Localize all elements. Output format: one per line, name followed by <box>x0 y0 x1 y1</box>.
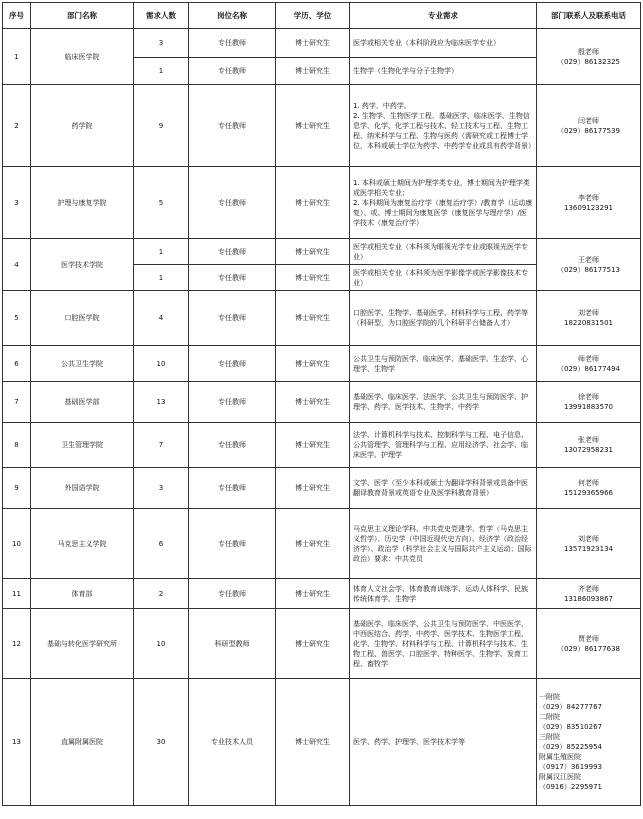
table-row <box>3 382 641 423</box>
row-contact <box>537 239 641 291</box>
row-position: 专任教师 <box>189 468 276 509</box>
contact-phone: （029）85225954 <box>539 743 602 751</box>
row-contact <box>537 609 641 679</box>
contact-hospital: 二附院 <box>539 713 560 721</box>
row-dept: 口腔医学院 <box>31 291 134 346</box>
row-contact <box>537 423 641 468</box>
contact-phone: （029）83510267 <box>539 723 602 731</box>
row-requirement: 马克思主义理论学科、中共党史党建学、哲学（马克思主义哲学）、历史学（中国近现代史方向）、经济学（政治经济学）、政治学（科学社会主义与国际共产主义运动；国际政治）要求：中共党员 <box>350 509 537 579</box>
row-requirement: 公共卫生与预防医学、临床医学、基础医学、生态学、心理学、生物学 <box>350 346 537 382</box>
row-position: 专任教师 <box>189 167 276 239</box>
row-dept: 基础与转化医学研究所 <box>31 609 134 679</box>
row-dept: 马克思主义学院 <box>31 509 134 579</box>
row-count: 9 <box>134 85 189 167</box>
contact-phone: （029）86177638 <box>557 644 620 653</box>
row-requirement: 基础医学、临床医学、公共卫生与预防医学、中医医学、中西医结合、药学、中药学、医学技术、生物医学工程、化学、生物学、材料科学与工程、计算机科学与技术、生物工程、兽医学、口腔医学、特种医学、生物学、发育工程、畜牧学 <box>350 609 537 679</box>
row-requirement: 法学、计算机科学与技术、控制科学与工程、电子信息、公共管理学、管理科学与工程、应用经济学、社会学、临床医学、护理学 <box>350 423 537 468</box>
header-position: 岗位名称 <box>189 3 276 29</box>
row-no: 3 <box>3 167 31 239</box>
row-position: 专任教师 <box>189 346 276 382</box>
row-requirement: 医学、药学、护理学、医学技术学等 <box>350 679 537 806</box>
row-count: 6 <box>134 509 189 579</box>
row-count: 10 <box>134 346 189 382</box>
row-requirement: 基础医学、临床医学、法医学、公共卫生与预防医学、护理学、药学、医学技术、生物学、中药学 <box>350 382 537 423</box>
row-count: 30 <box>134 679 189 806</box>
contact-phone: 18220831501 <box>564 319 613 327</box>
row-degree: 博士研究生 <box>276 346 350 382</box>
row-requirement: 文学、医学（至少本科或硕士为翻译学科背景或具备中医翻译教育背景或英语专业及医学科教育背景） <box>350 468 537 509</box>
recruitment-table <box>2 2 641 806</box>
contact-hospital: 附属生殖医院 <box>539 753 581 761</box>
row-position: 专任教师 <box>189 239 276 265</box>
row-contact <box>537 29 641 85</box>
row-requirement: 体育人文社会学、体育教育训练学、运动人体科学、民族传统体育学、生物学 <box>350 579 537 609</box>
row-degree: 博士研究生 <box>276 468 350 509</box>
contact-name: 闫老师 <box>578 116 599 125</box>
row-dept: 体育部 <box>31 579 134 609</box>
row-position: 专任教师 <box>189 29 276 58</box>
row-degree: 博士研究生 <box>276 85 350 167</box>
row-requirement: 医学或相关专业（本科阶段应为临床医学专业） <box>350 29 537 58</box>
contact-hospital: 附属汉江医院 <box>539 773 581 781</box>
row-no: 2 <box>3 85 31 167</box>
row-no: 9 <box>3 468 31 509</box>
row-degree: 博士研究生 <box>276 609 350 679</box>
row-dept: 基础医学部 <box>31 382 134 423</box>
row-position: 科研型教师 <box>189 609 276 679</box>
row-count: 4 <box>134 291 189 346</box>
header-no: 序号 <box>3 3 31 29</box>
table-row <box>3 423 641 468</box>
row-no: 1 <box>3 29 31 85</box>
row-no: 7 <box>3 382 31 423</box>
row-count: 7 <box>134 423 189 468</box>
row-dept: 医学技术学院 <box>31 239 134 291</box>
row-no: 6 <box>3 346 31 382</box>
contact-phone: （029）86177513 <box>557 265 620 274</box>
row-contact <box>537 509 641 579</box>
row-no: 11 <box>3 579 31 609</box>
header-requirement: 专业需求 <box>350 3 537 29</box>
row-position: 专任教师 <box>189 291 276 346</box>
table-row <box>3 29 641 58</box>
row-dept: 公共卫生学院 <box>31 346 134 382</box>
contact-phone: 13186093867 <box>564 594 613 603</box>
header-count: 需求人数 <box>134 3 189 29</box>
row-position: 专任教师 <box>189 85 276 167</box>
table-row <box>3 291 641 346</box>
contact-phone: （0917）3619993 <box>539 763 602 771</box>
row-degree: 博士研究生 <box>276 291 350 346</box>
row-degree: 博士研究生 <box>276 579 350 609</box>
row-degree: 博士研究生 <box>276 423 350 468</box>
row-no: 12 <box>3 609 31 679</box>
row-dept: 卫生管理学院 <box>31 423 134 468</box>
table-row <box>3 239 641 265</box>
row-no: 5 <box>3 291 31 346</box>
contact-phone: 13609123291 <box>564 203 613 212</box>
contact-hospital: 一附院 <box>539 693 560 701</box>
table-row <box>3 468 641 509</box>
row-count: 13 <box>134 382 189 423</box>
row-dept: 临床医学院 <box>31 29 134 85</box>
row-count: 1 <box>134 265 189 291</box>
table-row <box>3 85 641 167</box>
contact-phone: （0916）2295971 <box>539 783 602 791</box>
contact-phone: 13571923134 <box>564 544 613 553</box>
row-position: 专任教师 <box>189 579 276 609</box>
row-contact <box>537 468 641 509</box>
row-degree: 博士研究生 <box>276 239 350 265</box>
row-degree: 博士研究生 <box>276 29 350 58</box>
contact-phone: 13991883570 <box>564 403 613 411</box>
row-contact <box>537 167 641 239</box>
row-contact <box>537 291 641 346</box>
contact-name: 刘老师 <box>578 534 599 543</box>
contact-phone: 15129365966 <box>564 489 613 497</box>
row-requirement: 口腔医学、生物学、基础医学、材料科学与工程、药学等（科研型，为口腔医学院的几个科研平台储备人才） <box>350 291 537 346</box>
table-row <box>3 609 641 679</box>
row-contact <box>537 382 641 423</box>
row-position: 专任教师 <box>189 423 276 468</box>
row-position: 专任教师 <box>189 509 276 579</box>
row-count: 5 <box>134 167 189 239</box>
contact-phone: （029）84277767 <box>539 703 602 711</box>
header-row <box>3 3 641 29</box>
contact-name: 齐老师 <box>578 584 599 593</box>
row-requirement: 生物学（生物化学与分子生物学） <box>350 58 537 85</box>
row-count: 3 <box>134 468 189 509</box>
row-no: 10 <box>3 509 31 579</box>
contact-name: 张老师 <box>578 436 599 444</box>
contact-name: 徐老师 <box>578 393 599 401</box>
row-dept: 药学院 <box>31 85 134 167</box>
row-no: 8 <box>3 423 31 468</box>
table-row <box>3 509 641 579</box>
row-contact <box>537 85 641 167</box>
contact-hospital: 三附院 <box>539 733 560 741</box>
row-position: 专任教师 <box>189 58 276 85</box>
contact-phone: （029）86177539 <box>557 126 620 135</box>
table-row <box>3 167 641 239</box>
row-dept: 护理与康复学院 <box>31 167 134 239</box>
row-requirement: 1. 本科或硕士期间为护理学类专业，博士期间为护理学类或医学相关专业； 2. 本科期间为康复治疗学（康复治疗学）/教育学（运动康复）、或、博士期间为康复医学（康复医学与理疗学）/医学技术（康复治疗学） <box>350 167 537 239</box>
table-row <box>3 679 641 806</box>
row-no: 4 <box>3 239 31 291</box>
table-row <box>3 579 641 609</box>
row-position: 专任教师 <box>189 265 276 291</box>
row-position: 专业技术人员 <box>189 679 276 806</box>
row-count: 1 <box>134 58 189 85</box>
row-contact <box>537 346 641 382</box>
row-requirement: 1. 药学、中药学。 2. 生物学、生物医学工程、基础医学、临床医学、生物信息学、化学、化学工程与技术、轻工技术与工程、生物工程、纳米科学与工程、生物与医药（需研究或工程博士学位，本科或硕士学位为药学、中药学专业或具有药学背景） <box>350 85 537 167</box>
header-contact: 部门联系人及联系电话 <box>537 3 641 29</box>
row-dept: 外国语学院 <box>31 468 134 509</box>
row-contact <box>537 679 641 806</box>
row-degree: 博士研究生 <box>276 265 350 291</box>
row-dept: 直属附属医院 <box>31 679 134 806</box>
contact-name: 师老师 <box>578 354 599 363</box>
row-degree: 博士研究生 <box>276 679 350 806</box>
row-degree: 博士研究生 <box>276 167 350 239</box>
contact-name: 殷老师 <box>578 47 599 56</box>
row-count: 3 <box>134 29 189 58</box>
row-no: 13 <box>3 679 31 806</box>
contact-name: 王老师 <box>578 255 599 264</box>
row-degree: 博士研究生 <box>276 382 350 423</box>
row-degree: 博士研究生 <box>276 509 350 579</box>
contact-name: 何老师 <box>578 479 599 487</box>
row-degree: 博士研究生 <box>276 58 350 85</box>
contact-name: 李老师 <box>578 193 599 202</box>
header-degree: 学历、学位 <box>276 3 350 29</box>
row-count: 1 <box>134 239 189 265</box>
contact-phone: （029）86177494 <box>557 364 620 373</box>
row-contact <box>537 579 641 609</box>
row-requirement: 医学或相关专业（本科须为眼视光学专业或眼视光医学专业） <box>350 239 537 265</box>
contact-name: 贾老师 <box>578 634 599 643</box>
contact-phone: （029）86132325 <box>557 57 620 66</box>
row-position: 专任教师 <box>189 382 276 423</box>
contact-name: 刘老师 <box>578 309 599 317</box>
header-dept: 部门名称 <box>31 3 134 29</box>
table-row <box>3 346 641 382</box>
row-count: 10 <box>134 609 189 679</box>
row-requirement: 医学或相关专业（本科须为医学影像学或医学影像技术专业） <box>350 265 537 291</box>
row-count: 2 <box>134 579 189 609</box>
contact-phone: 13072958231 <box>564 446 613 454</box>
